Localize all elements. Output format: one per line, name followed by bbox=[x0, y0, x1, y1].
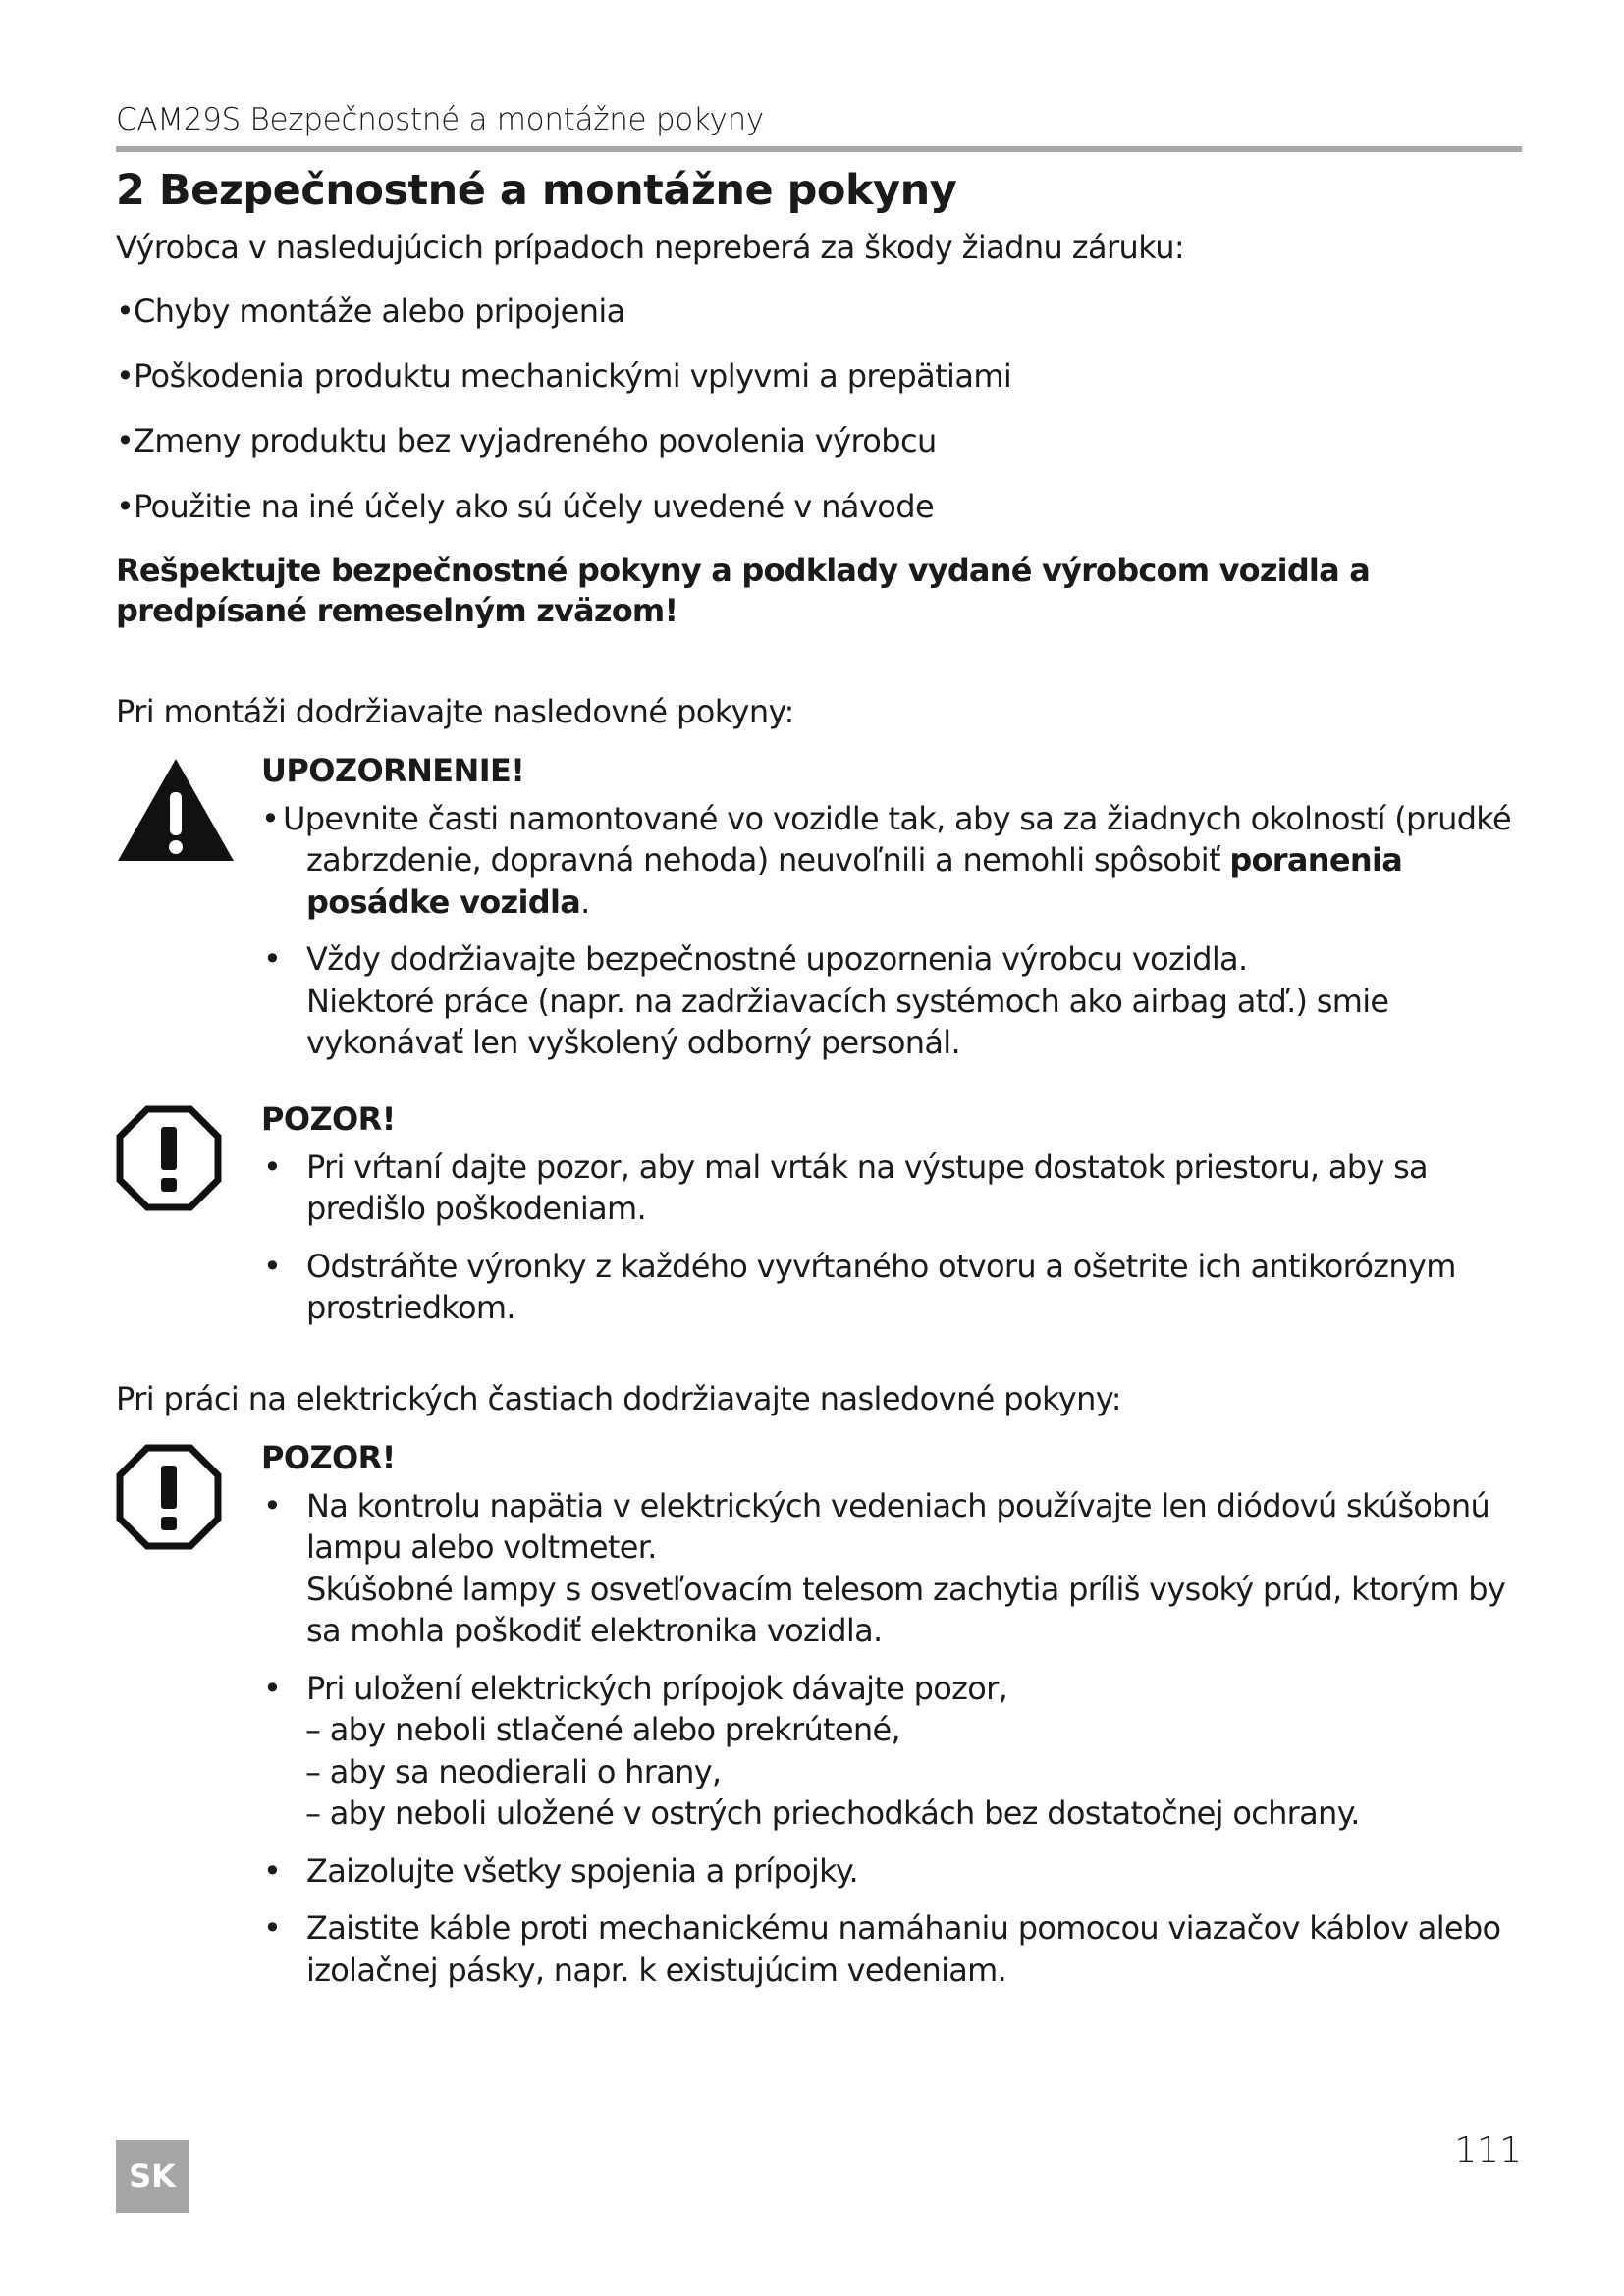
caution-octagon-icon bbox=[116, 1438, 261, 1554]
caution-title: POZOR! bbox=[261, 1438, 396, 1476]
warning-triangle-icon bbox=[116, 751, 261, 867]
list-item: • Zaistite káble proti mechanickému namáhaniu pomocou viazačov káblov alebo izolačnej pásky, napr. k existujúcim vedeniam. bbox=[263, 1909, 1501, 1989]
list-item: •Použitie na iné účely ako sú účely uvedené v návode bbox=[116, 487, 935, 525]
page-number: 111 bbox=[1454, 2130, 1522, 2170]
running-header: CAM29S Bezpečnostné a montážne pokyny bbox=[116, 102, 1522, 152]
list-item: • Na kontrolu napätia v elektrických vedeniach používajte len diódovú skúšobnú lampu alebo voltmeter. Skúšobné lampy s osvetľovacím telesom zachytia príliš vysoký prúd, ktorým by sa mohla poškodiť elektronika vozidla. bbox=[263, 1486, 1506, 1650]
mounting-intro: Pri montáži dodržiavajte nasledovné pokyny: bbox=[116, 692, 794, 730]
caution-list bbox=[261, 1485, 1522, 1992]
warning-title: UPOZORNENIE! bbox=[261, 752, 525, 790]
caution-notice-mounting bbox=[116, 1099, 1522, 1345]
caution-octagon-icon bbox=[116, 1099, 261, 1215]
list-item: • Pri vŕtaní dajte pozor, aby mal vrták na výstupe dostatok priestoru, aby sa predišlo poškodeniam. bbox=[263, 1148, 1428, 1228]
list-item: • Upevnite časti namontované vo vozidle tak, aby sa za žiadnych okolností (prudké zabrzdenie, dopravná nehoda) neuvoľnili a nemohli spôsobiť poranenia posádke vozidla. bbox=[261, 799, 1511, 921]
warning-list bbox=[261, 798, 1522, 1064]
list-item: • Odstráňte výronky z každého vyvŕtaného otvoru a ošetrite ich antikoróznym prostriedkom. bbox=[263, 1247, 1456, 1327]
list-item: • Zaizolujte všetky spojenia a prípojky. bbox=[263, 1851, 858, 1890]
list-item: • Vždy dodržiavajte bezpečnostné upozornenia výrobcu vozidla. Niektoré práce (napr. na zadržiavacích systémoch ako airbag atď.) smie vykonávať len vyškolený odborný personál. bbox=[263, 940, 1389, 1062]
page bbox=[116, 102, 1522, 2027]
list-item: •Chyby montáže alebo pripojenia bbox=[116, 292, 625, 330]
list-item: • Pri uložení elektrických prípojok dávajte pozor, – aby neboli stlačené alebo prekrútené, – aby sa neodierali o hrany, – aby neboli uložené v ostrých priechodkách bez dostatočnej ochrany. bbox=[263, 1669, 1360, 1833]
chapter-intro: Výrobca v nasledujúcich prípadoch nepreberá za škody žiadnu záruku: bbox=[116, 228, 1185, 266]
electrical-intro: Pri práci na elektrických častiach dodržiavajte nasledovné pokyny: bbox=[116, 1379, 1121, 1417]
liability-list bbox=[116, 291, 1522, 528]
caution-list bbox=[261, 1147, 1522, 1329]
bold-note: Rešpektujte bezpečnostné pokyny a podklady vydané výrobcom vozidla a predpísané remeselným zväzom! bbox=[116, 551, 1371, 630]
language-tab: SK bbox=[116, 2140, 189, 2213]
list-item: •Poškodenia produktu mechanickými vplyvmi a prepätiami bbox=[116, 357, 1012, 396]
warning-notice bbox=[116, 751, 1522, 1080]
chapter-title: 2 Bezpečnostné a montážne pokyny bbox=[116, 166, 957, 216]
caution-notice-electrical bbox=[116, 1438, 1522, 2007]
list-item: •Zmeny produktu bez vyjadreného povolenia výrobcu bbox=[116, 422, 937, 460]
caution-title: POZOR! bbox=[261, 1099, 396, 1138]
